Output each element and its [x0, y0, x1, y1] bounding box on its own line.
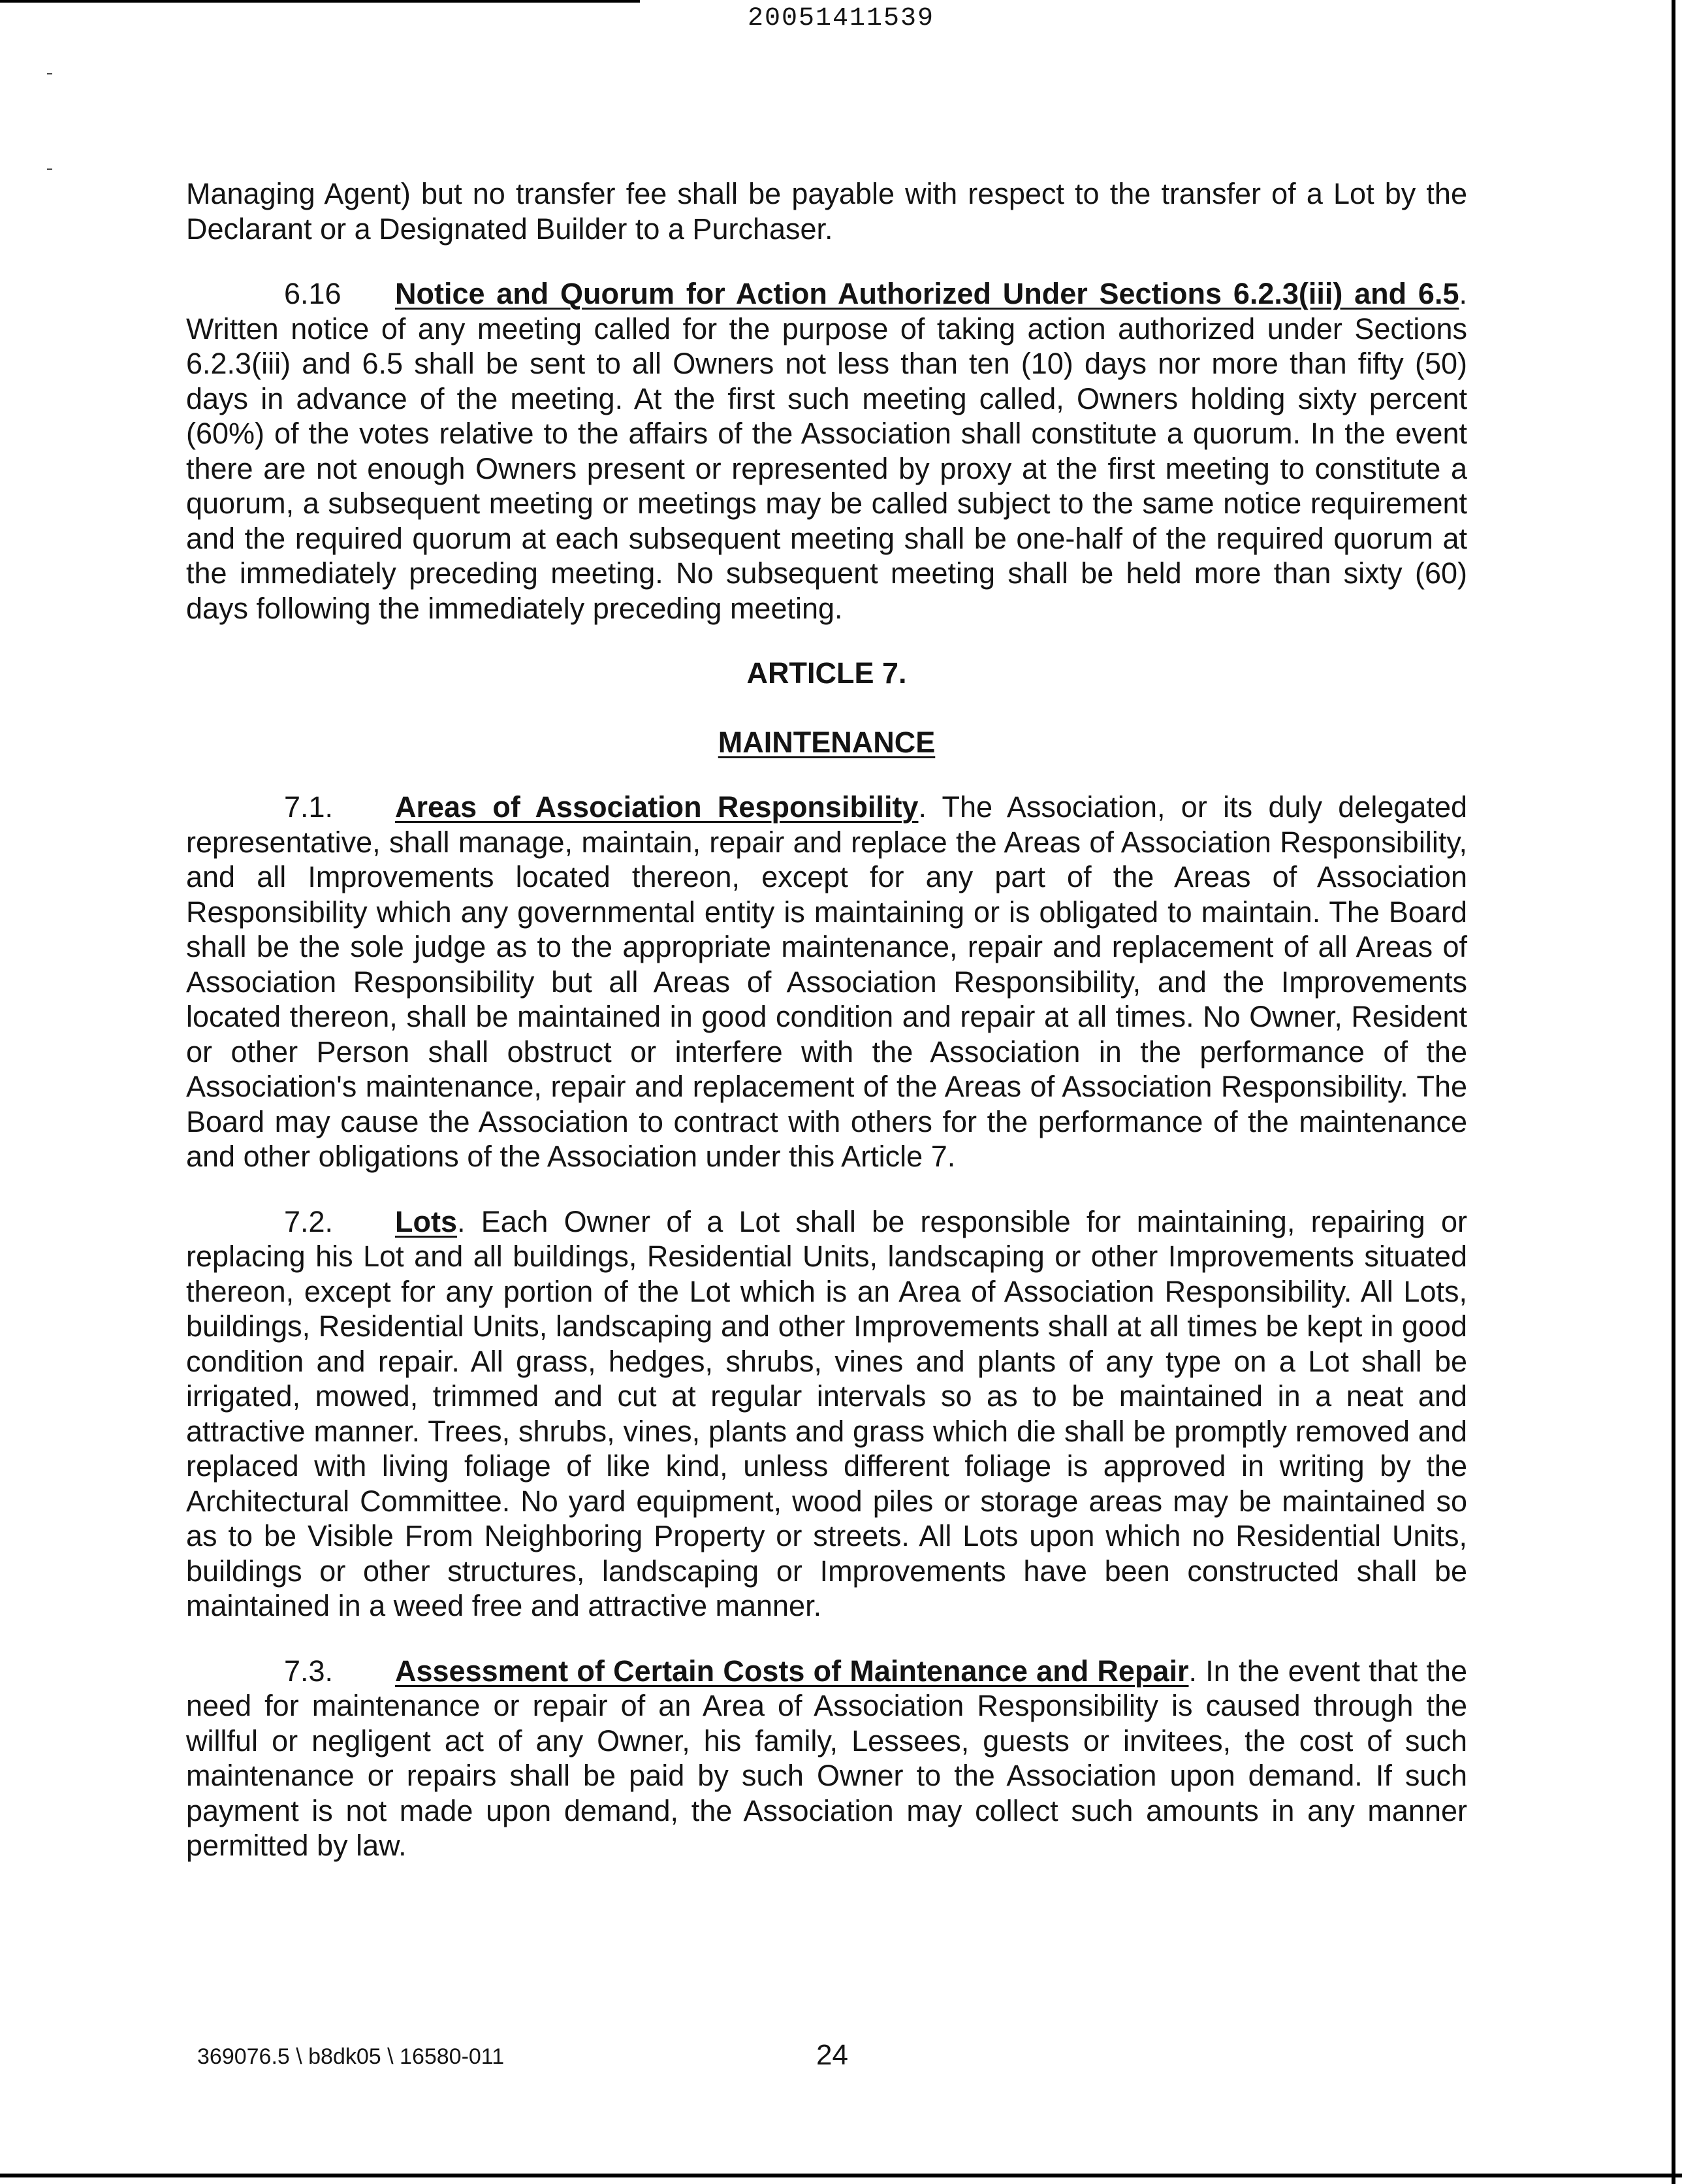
article-label: ARTICLE 7.	[746, 656, 907, 690]
continuation-paragraph: Managing Agent) but no transfer fee shall be payable with respect to the transfer of a Lot by the Declarant or a Designated Builder to a Purchaser.	[186, 177, 1467, 246]
section-number: 7.2.	[284, 1204, 334, 1238]
section-heading: Assessment of Certain Costs of Maintenance and Repair	[395, 1654, 1189, 1688]
scan-mark	[47, 73, 52, 74]
section-7-1: 7.1. Areas of Association Responsibility. The Association, or its duly delegated representative, shall manage, maintain, repair and replace the Areas of Association Responsibility, and all Improvements located thereon, except for any part of the Areas of Association Responsibility which any governmental entity is maintaining or is obligated to maintain. The Board shall be the sole judge as to the appropriate maintenance, repair and replacement of all Areas of Association Responsibility but all Areas of Association Responsibility, and the Improvements located thereon, shall be maintained in good condition and repair at all times. No Owner, Resident or other Person shall obstruct or interfere with the Association in the performance of the Association's maintenance, repair and replacement of the Areas of Association Responsibility. The Board may cause the Association to contract with others for the performance of the maintenance and other obligations of the Association under this Article 7.	[186, 790, 1467, 1173]
page-number: 24	[816, 2039, 848, 2071]
section-number: 7.1.	[284, 790, 334, 824]
section-body: In the event that the need for maintenance or repair of an Area of Association Responsibility is caused through the willful or negligent act of any Owner, his family, Lessees, guests or invitees, the cost of such maintenance or repairs shall be paid by such Owner to the Association upon demand. If such payment is not made upon demand, the Association may collect such amounts in any manner permitted by law.	[186, 1654, 1467, 1862]
article-title: MAINTENANCE	[718, 725, 936, 759]
section-heading: Lots	[395, 1204, 457, 1238]
section-heading: Areas of Association Responsibility	[395, 790, 919, 824]
section-heading: Notice and Quorum for Action Authorized Under Sections 6.2.3(iii) and 6.5	[395, 277, 1459, 310]
document-body	[186, 176, 1467, 1893]
section-number: 6.16	[284, 277, 341, 310]
section-body: Written notice of any meeting called for the purpose of taking action authorized under Sections 6.2.3(iii) and 6.5 shall be sent to all Owners not less than ten (10) days nor more than fifty (50) days in advance of the meeting. At the first such meeting called, Owners holding sixty percent (60%) of the votes relative to the affairs of the Association shall constitute a quorum. In the event there are not enough Owners present or represented by proxy at the first meeting to constitute a quorum, a subsequent meeting or meetings may be called subject to the same notice requirement and the required quorum at each subsequent meeting shall be one-half of the required quorum at the immediately preceding meeting. No subsequent meeting shall be held more than sixty (60) days following the immediately preceding meeting.	[186, 312, 1467, 625]
section-number: 7.3.	[284, 1654, 334, 1688]
section-body: Each Owner of a Lot shall be responsible for maintaining, repairing or replacing his Lot and all buildings, Residential Units, landscaping or other Improvements situated thereon, except for any portion of the Lot which is an Area of Association Responsibility. All Lots, buildings, Residential Units, landscaping and other Improvements shall at all times be kept in good condition and repair. All grass, hedges, shrubs, vines and plants of any type on a Lot shall be irrigated, mowed, trimmed and cut at regular intervals so as to be maintained in a neat and attractive manner. Trees, shrubs, vines, plants and grass which die shall be promptly removed and replaced with living foliage of like kind, unless different foliage is approved in writing by the Architectural Committee. No yard equipment, wood piles or storage areas may be maintained so as to be Visible From Neighboring Property or streets. All Lots upon which no Residential Units, buildings or other structures, landscaping or Improvements have been constructed shall be maintained in a weed free and attractive manner.	[186, 1204, 1467, 1622]
footer-document-id: 369076.5 \ b8dk05 \ 16580-011	[197, 2044, 505, 2069]
section-body: The Association, or its duly delegated representative, shall manage, maintain, repair and replace the Areas of Association Responsibility, and all Improvements located thereon, except for any part of the Areas of Association Responsibility which any governmental entity is maintaining or is obligated to maintain. The Board shall be the sole judge as to the appropriate maintenance, repair and replacement of all Areas of Association Responsibility but all Areas of Association Responsibility, and the Improvements located thereon, shall be maintained in good condition and repair at all times. No Owner, Resident or other Person shall obstruct or interfere with the Association in the performance of the Association's maintenance, repair and replacement of the Areas of Association Responsibility. The Board may cause the Association to contract with others for the performance of the maintenance and other obligations of the Association under this Article 7.	[186, 790, 1467, 1173]
bottom-border-line	[0, 2174, 1682, 2177]
document-number: 20051411539	[747, 4, 935, 33]
scan-mark	[47, 169, 52, 170]
section-7-3: 7.3. Assessment of Certain Costs of Maintenance and Repair. In the event that the need for maintenance or repair of an Area of Association Responsibility is caused through the willful or negligent act of any Owner, his family, Lessees, guests or invitees, the cost of such maintenance or repairs shall be paid by such Owner to the Association upon demand. If such payment is not made upon demand, the Association may collect such amounts in any manner permitted by law.	[186, 1654, 1467, 1862]
section-6-16: 6.16 Notice and Quorum for Action Authorized Under Sections 6.2.3(iii) and 6.5. Written notice of any meeting called for the purpose of taking action authorized under Sections 6.2.3(iii) and 6.5 shall be sent to all Owners not less than ten (10) days nor more than fifty (50) days in advance of the meeting. At the first such meeting called, Owners holding sixty percent (60%) of the votes relative to the affairs of the Association shall constitute a quorum. In the event there are not enough Owners present or represented by proxy at the first meeting to constitute a quorum, a subsequent meeting or meetings may be called subject to the same notice requirement and the required quorum at each subsequent meeting shall be one-half of the required quorum at the immediately preceding meeting. No subsequent meeting shall be held more than sixty (60) days following the immediately preceding meeting.	[186, 277, 1467, 625]
right-border-line	[1672, 0, 1675, 2184]
section-7-2: 7.2. Lots. Each Owner of a Lot shall be responsible for maintaining, repairing or replacing his Lot and all buildings, Residential Units, landscaping or other Improvements situated thereon, except for any portion of the Lot which is an Area of Association Responsibility. All Lots, buildings, Residential Units, landscaping and other Improvements shall at all times be kept in good condition and repair. All grass, hedges, shrubs, vines and plants of any type on a Lot shall be irrigated, mowed, trimmed and cut at regular intervals so as to be maintained in a neat and attractive manner. Trees, shrubs, vines, plants and grass which die shall be promptly removed and replaced with living foliage of like kind, unless different foliage is approved in writing by the Architectural Committee. No yard equipment, wood piles or storage areas may be maintained so as to be Visible From Neighboring Property or streets. All Lots upon which no Residential Units, buildings or other structures, landscaping or Improvements have been constructed shall be maintained in a weed free and attractive manner.	[186, 1204, 1467, 1622]
top-border-line	[0, 0, 640, 3]
